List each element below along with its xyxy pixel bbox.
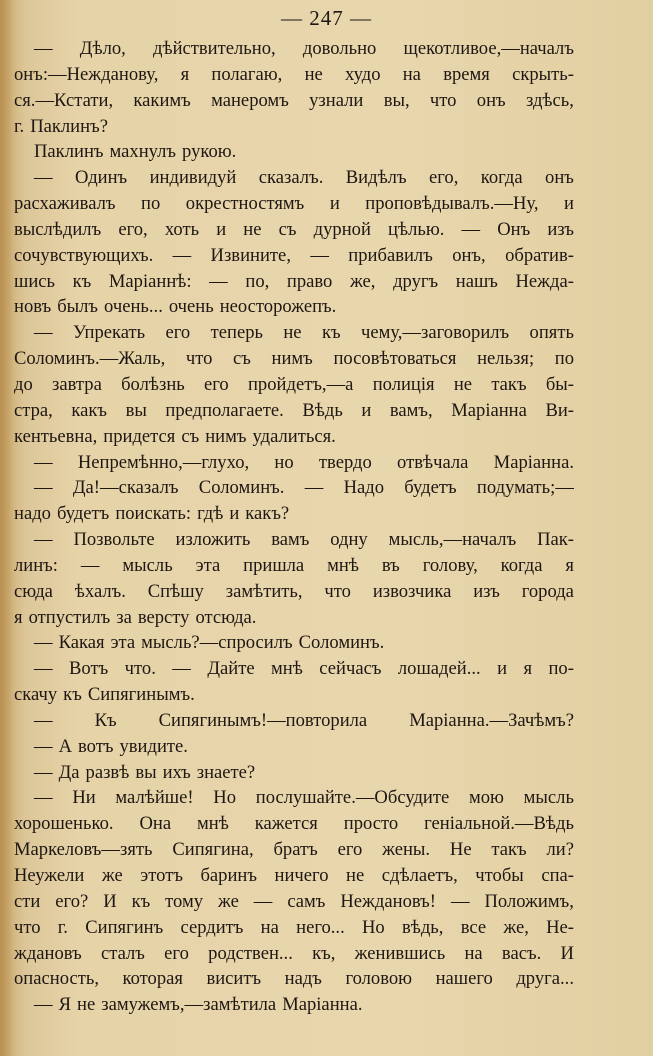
text-line: скачу къ Сипягинымъ.: [14, 684, 195, 706]
text-line: стра, какъ вы предполагаете. Вѣдь и вамъ, Маріанна Ви-: [14, 399, 574, 421]
text-line: Соломинъ.—Жаль, что съ нимъ посовѣтоваться нельзя; по: [14, 348, 574, 370]
text-line: кентьевна, придется съ нимъ удалиться.: [14, 425, 336, 447]
text-line: — Вотъ что. — Дайте мнѣ сейчасъ лошадей... и я по-: [34, 658, 574, 680]
text-line: до завтра болѣзнь его пройдетъ,—а полиція не такъ бы-: [14, 373, 574, 395]
text-line: сочувствующихъ. — Извините, — прибавилъ онъ, обратив-: [14, 244, 574, 266]
text-line: надо будетъ поискать: гдѣ и какъ?: [14, 503, 290, 525]
text-line: онъ:—Нежданову, я полагаю, не худо на время скрыть-: [14, 63, 574, 85]
text-line: сти его? И къ тому же — самъ Неждановъ! — Положимъ,: [14, 890, 574, 912]
text-line: г. Паклинъ?: [14, 115, 108, 137]
text-line: — Да развѣ вы ихъ знаете?: [34, 761, 256, 783]
text-line: — Дѣло, дѣйствительно, довольно щекотливое,—началъ: [34, 38, 574, 59]
text-line: — Упрекать его теперь не къ чему,—заговорилъ опять: [34, 322, 574, 344]
text-line: — Какая эта мысль?—спросилъ Соломинъ.: [34, 632, 385, 654]
text-line: ся.—Кстати, какимъ манеромъ узнали вы, что онъ здѣсь,: [14, 89, 574, 111]
page-number: — 247 —: [281, 6, 372, 30]
text-line: — Непремѣнно,—глухо, но твердо отвѣчала Маріанна.: [34, 451, 574, 473]
text-line: шись къ Маріаннѣ: — по, право же, другъ нашъ Нежда-: [14, 270, 574, 292]
text-line: новъ былъ очень... очень неосторожепъ.: [14, 296, 337, 318]
text-line: ждановъ сталъ его родствен... къ, женившись на васъ. И: [14, 942, 574, 964]
page-text: [14, 36, 574, 1018]
text-line: — Ни малѣйше! Но послушайте.—Обсудите мою мысль: [34, 787, 574, 809]
text-line: — Къ Сипягинымъ!—повторила Маріанна.—Зачѣмъ?: [34, 709, 574, 731]
text-line: Маркеловъ—зять Сипягина, братъ его жены. Не такъ ли?: [14, 839, 574, 861]
text-line: — Позвольте изложить вамъ одну мысль,—началъ Пак-: [34, 529, 574, 551]
text-line: Паклинъ махнулъ рукою.: [34, 141, 237, 163]
text-line: — Я не замужемъ,—замѣтила Маріанна.: [34, 994, 363, 1016]
text-line: — А вотъ увидите.: [34, 735, 188, 757]
text-line: я отпустилъ за версту отсюда.: [14, 606, 257, 628]
text-line: опасность, которая виситъ надъ головою нашего друга...: [14, 968, 574, 990]
text-line: Неужели же этотъ баринъ ничего не сдѣлаетъ, чтобы спа-: [14, 865, 574, 886]
text-line: сюда ѣхалъ. Спѣшу замѣтить, что извозчика изъ города: [14, 580, 574, 602]
text-line: — Одинъ индивидуй сказалъ. Видѣлъ его, когда онъ: [34, 167, 574, 189]
text-line: расхаживалъ по окрестностямъ и проповѣдывалъ.—Ну, и: [14, 193, 574, 215]
text-line: что г. Сипягинъ сердитъ на него... Но вѣдь, все же, Не-: [14, 916, 574, 938]
text-line: выслѣдилъ его, хоть и не съ дурной цѣлью. — Онъ изъ: [14, 218, 574, 240]
text-line: хорошенько. Она мнѣ кажется просто геніальной.—Вѣдь: [14, 813, 574, 835]
text-line: линъ: — мысль эта пришла мнѣ въ голову, когда я: [14, 554, 574, 576]
text-line: — Да!—сказалъ Соломинъ. — Надо будетъ подумать;—: [34, 477, 574, 499]
